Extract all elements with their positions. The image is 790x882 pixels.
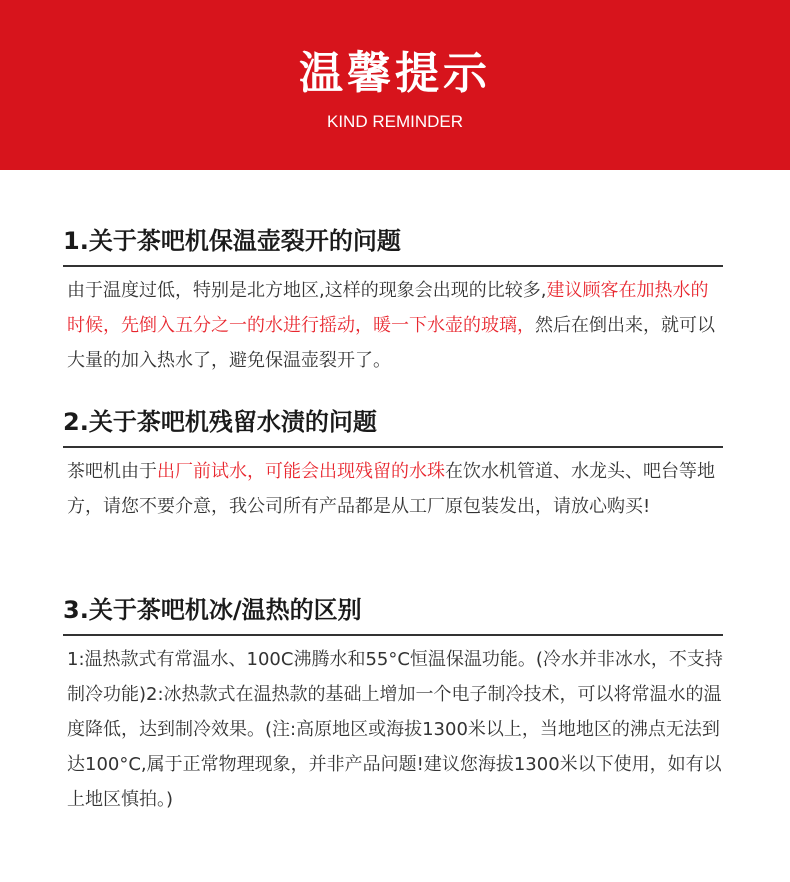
section-3-text-1: 1:温热款式有常温水、100C沸腾水和55°C恒温保温功能。(冷水并非冰水，不支持制冷功能)2:冰热款式在温热款的基础上增加一个电子制冷技术，可以将常温水的温度降低，达到制冷效果。(注:高原地区或海拔1300米以上，当地地区的沸点无法到达100°C,属于正常物理现象，并非产品问题!建议您海拔1300米以下使用，如有以上地区慎拍。) [67,649,723,810]
section-1-text-2: 然后在倒出来，就可以大量的加入热水了，避免保温壶裂开了。 [67,315,715,371]
section-1-body [63,273,723,378]
section-1 [63,224,723,378]
section-2-body [63,454,723,524]
section-2-text-1: 茶吧机由于 [67,461,157,482]
section-2-text-2: 在饮水机管道、水龙头、吧台等地方，请您不要介意，我公司所有产品都是从工厂原包装发出，请放心购买! [67,461,715,517]
header-banner [0,0,790,170]
section-1-title: 1.关于茶吧机保温壶裂开的问题 [63,224,723,267]
section-3 [63,593,723,817]
section-2-title: 2.关于茶吧机残留水渍的问题 [63,405,723,448]
section-3-body [63,642,723,817]
section-3-title: 3.关于茶吧机冰/温热的区别 [63,593,723,636]
section-1-text-1: 由于温度过低，特别是北方地区,这样的现象会出现的比较多, [67,280,547,301]
banner-subtitle: KIND REMINDER [326,112,463,131]
section-2-highlight: 出厂前试水，可能会出现残留的水珠 [157,461,445,482]
section-2 [63,405,723,524]
banner-title: 温馨提示 [299,48,491,99]
section-1-highlight: 建议顾客在加热水的时候，先倒入五分之一的水进行摇动，暖一下水壶的玻璃， [67,280,709,336]
